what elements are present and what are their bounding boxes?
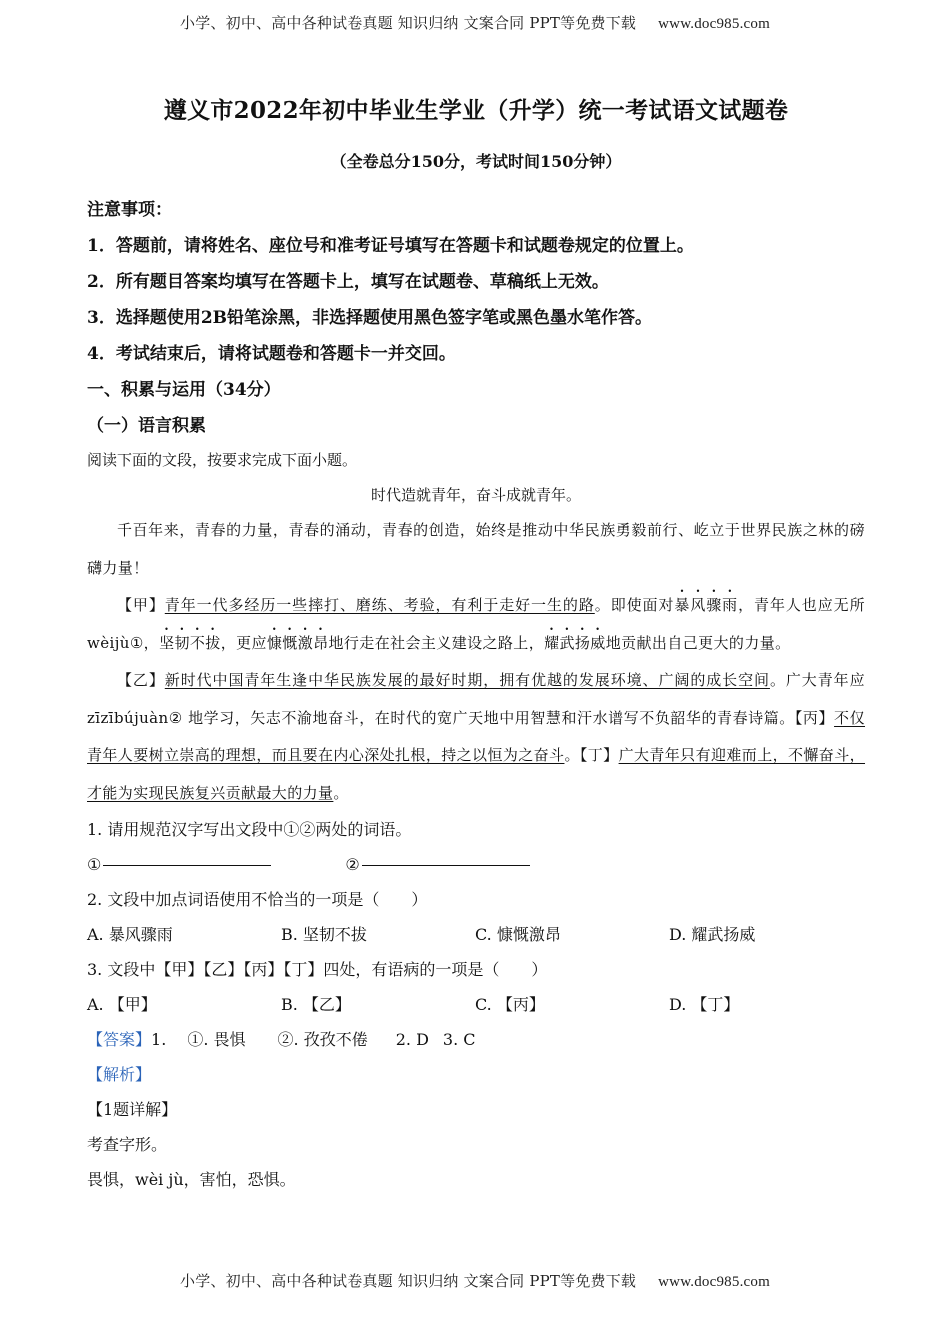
passage-text: 。广大青年应 zīzībújuàn② 地学习，矢志不渝地奋斗，在时代的宽广天地中用智慧和汗水谱写不负韶华的青春诗篇。 — [87, 671, 865, 727]
subsection-heading: （一）语言积累 — [87, 416, 206, 436]
option-b[interactable]: B. 坚韧不拔 — [281, 925, 367, 944]
option-c[interactable]: C. 慷慨激昂 — [475, 925, 561, 944]
exam-subtitle: （全卷总分150分，考试时间150分钟） — [330, 152, 622, 171]
dotted-word: 暴风骤雨 — [674, 596, 739, 614]
tag-jia: 【甲】 — [117, 596, 165, 614]
question-3-options — [87, 987, 865, 1022]
notice-item: 4．考试结束后，请将试题卷和答题卡一并交回。 — [87, 344, 456, 364]
section-heading: 一、积累与运用（34分） — [87, 380, 281, 400]
notice-item: 2．所有题目答案均填写在答题卡上，填写在试题卷、草稿纸上无效。 — [87, 272, 609, 292]
passage-title: 时代造就青年，奋斗成就青年。 — [370, 486, 581, 504]
instruction: 阅读下面的文段，按要求完成下面小题。 — [87, 451, 358, 469]
answer-2: 2. D — [395, 1030, 429, 1049]
passage-paragraph-1: 千百年来，青春的力量，青春的涌动，青春的创造，始终是推动中华民族勇毅前行、屹立于世界民族之林的磅礴力量！ — [87, 521, 865, 577]
underlined-sentence-ding: 广大青年只有迎难而上，不懈奋斗，才能为实现民族复兴贡献最大的力量 — [87, 746, 866, 802]
passage-text: 。 — [564, 746, 580, 764]
question-1: 1. 请用规范汉字写出文段中①②两处的词语。 — [87, 820, 412, 839]
tag-yi: 【乙】 — [117, 671, 165, 689]
tag-ding: 【丁】 — [579, 746, 619, 764]
question-2: 2. 文段中加点词语使用不恰当的一项是（ ） — [87, 890, 428, 909]
detail-label: 【1题详解】 — [87, 1100, 178, 1119]
underlined-sentence-bing: 不仅青年人要树立崇高的理想，而且要在内心深处扎根，持之以恒为之奋斗 — [87, 708, 866, 764]
detail-line: 畏惧，wèi jù，害怕，恐惧。 — [87, 1170, 296, 1189]
passage-text: ，更应 — [220, 633, 267, 652]
blank-2-label: ② — [345, 855, 360, 874]
passage-paragraph-2 — [87, 587, 865, 662]
tag-bing: 【丙】 — [794, 708, 835, 727]
blank-1[interactable] — [103, 847, 271, 866]
notice-item: 1．答题前，请将姓名、座位号和准考证号填写在答题卡和试题卷规定的位置上。 — [87, 236, 694, 256]
dotted-word: 耀武扬威 — [544, 633, 606, 652]
option-d[interactable]: D. 耀武扬威 — [669, 925, 756, 944]
answer-row — [87, 1022, 865, 1057]
dotted-word: 坚韧不拔 — [159, 633, 221, 652]
underlined-sentence-jia: 青年一代多经历一些摔打、磨练、考验，有利于走好一生的路 — [164, 596, 595, 614]
blank-1-label: ① — [87, 855, 102, 874]
question-2-options — [87, 917, 865, 952]
answer-3: 3. C — [442, 1030, 476, 1049]
notice-item: 3．选择题使用2B铅笔涂黑，非选择题使用黑色签字笔或黑色墨水笔作答。 — [87, 308, 653, 328]
option-c[interactable]: C. 【丙】 — [475, 995, 545, 1014]
blank-2[interactable] — [362, 847, 530, 866]
underlined-sentence-yi: 新时代中国青年生逢中华民族发展的最好时期，拥有优越的发展环境、广阔的成长空间 — [164, 671, 770, 689]
page-header — [0, 12, 950, 33]
option-a[interactable]: A. 暴风骤雨 — [87, 925, 173, 944]
question-3: 3. 文段中【甲】【乙】【丙】【丁】四处，有语病的一项是（ ） — [87, 960, 548, 979]
page-footer — [0, 1270, 950, 1291]
option-b[interactable]: B. 【乙】 — [281, 995, 351, 1014]
answer-blanks — [87, 847, 865, 882]
page-title: 遵义市2022年初中毕业生学业（升学）统一考试语文试题卷 — [163, 97, 789, 124]
passage-text: 地行走在社会主义建设之路上， — [328, 633, 545, 652]
dotted-word: 慷慨激昂 — [266, 633, 329, 652]
answer-1: 1. ①. 畏惧 ②. 孜孜不倦 — [151, 1030, 368, 1049]
header-site-link[interactable]: www.doc985.com — [658, 16, 770, 32]
header-text: 小学、初中、高中各种试卷真题 知识归纳 文案合同 PPT等免费下载 — [180, 14, 637, 32]
detail-line: 考查字形。 — [87, 1135, 168, 1154]
footer-text: 小学、初中、高中各种试卷真题 知识归纳 文案合同 PPT等免费下载 — [180, 1272, 637, 1290]
option-d[interactable]: D. 【丁】 — [669, 995, 740, 1014]
answer-label: 【答案】 — [87, 1030, 152, 1049]
passage-text: 地贡献出自己更大的力量。 — [605, 633, 791, 652]
footer-site-link[interactable]: www.doc985.com — [658, 1274, 770, 1290]
passage-text: 。 — [333, 783, 349, 802]
option-a[interactable]: A. 【甲】 — [87, 995, 157, 1014]
passage-text: ，青年人也应无所 wèijù①， — [87, 596, 865, 652]
analysis-label: 【解析】 — [87, 1065, 152, 1084]
passage-paragraph-3 — [87, 662, 865, 812]
notice-heading: 注意事项： — [87, 200, 172, 220]
document-body — [87, 92, 865, 1197]
passage-text: 。即使面对 — [594, 596, 675, 614]
